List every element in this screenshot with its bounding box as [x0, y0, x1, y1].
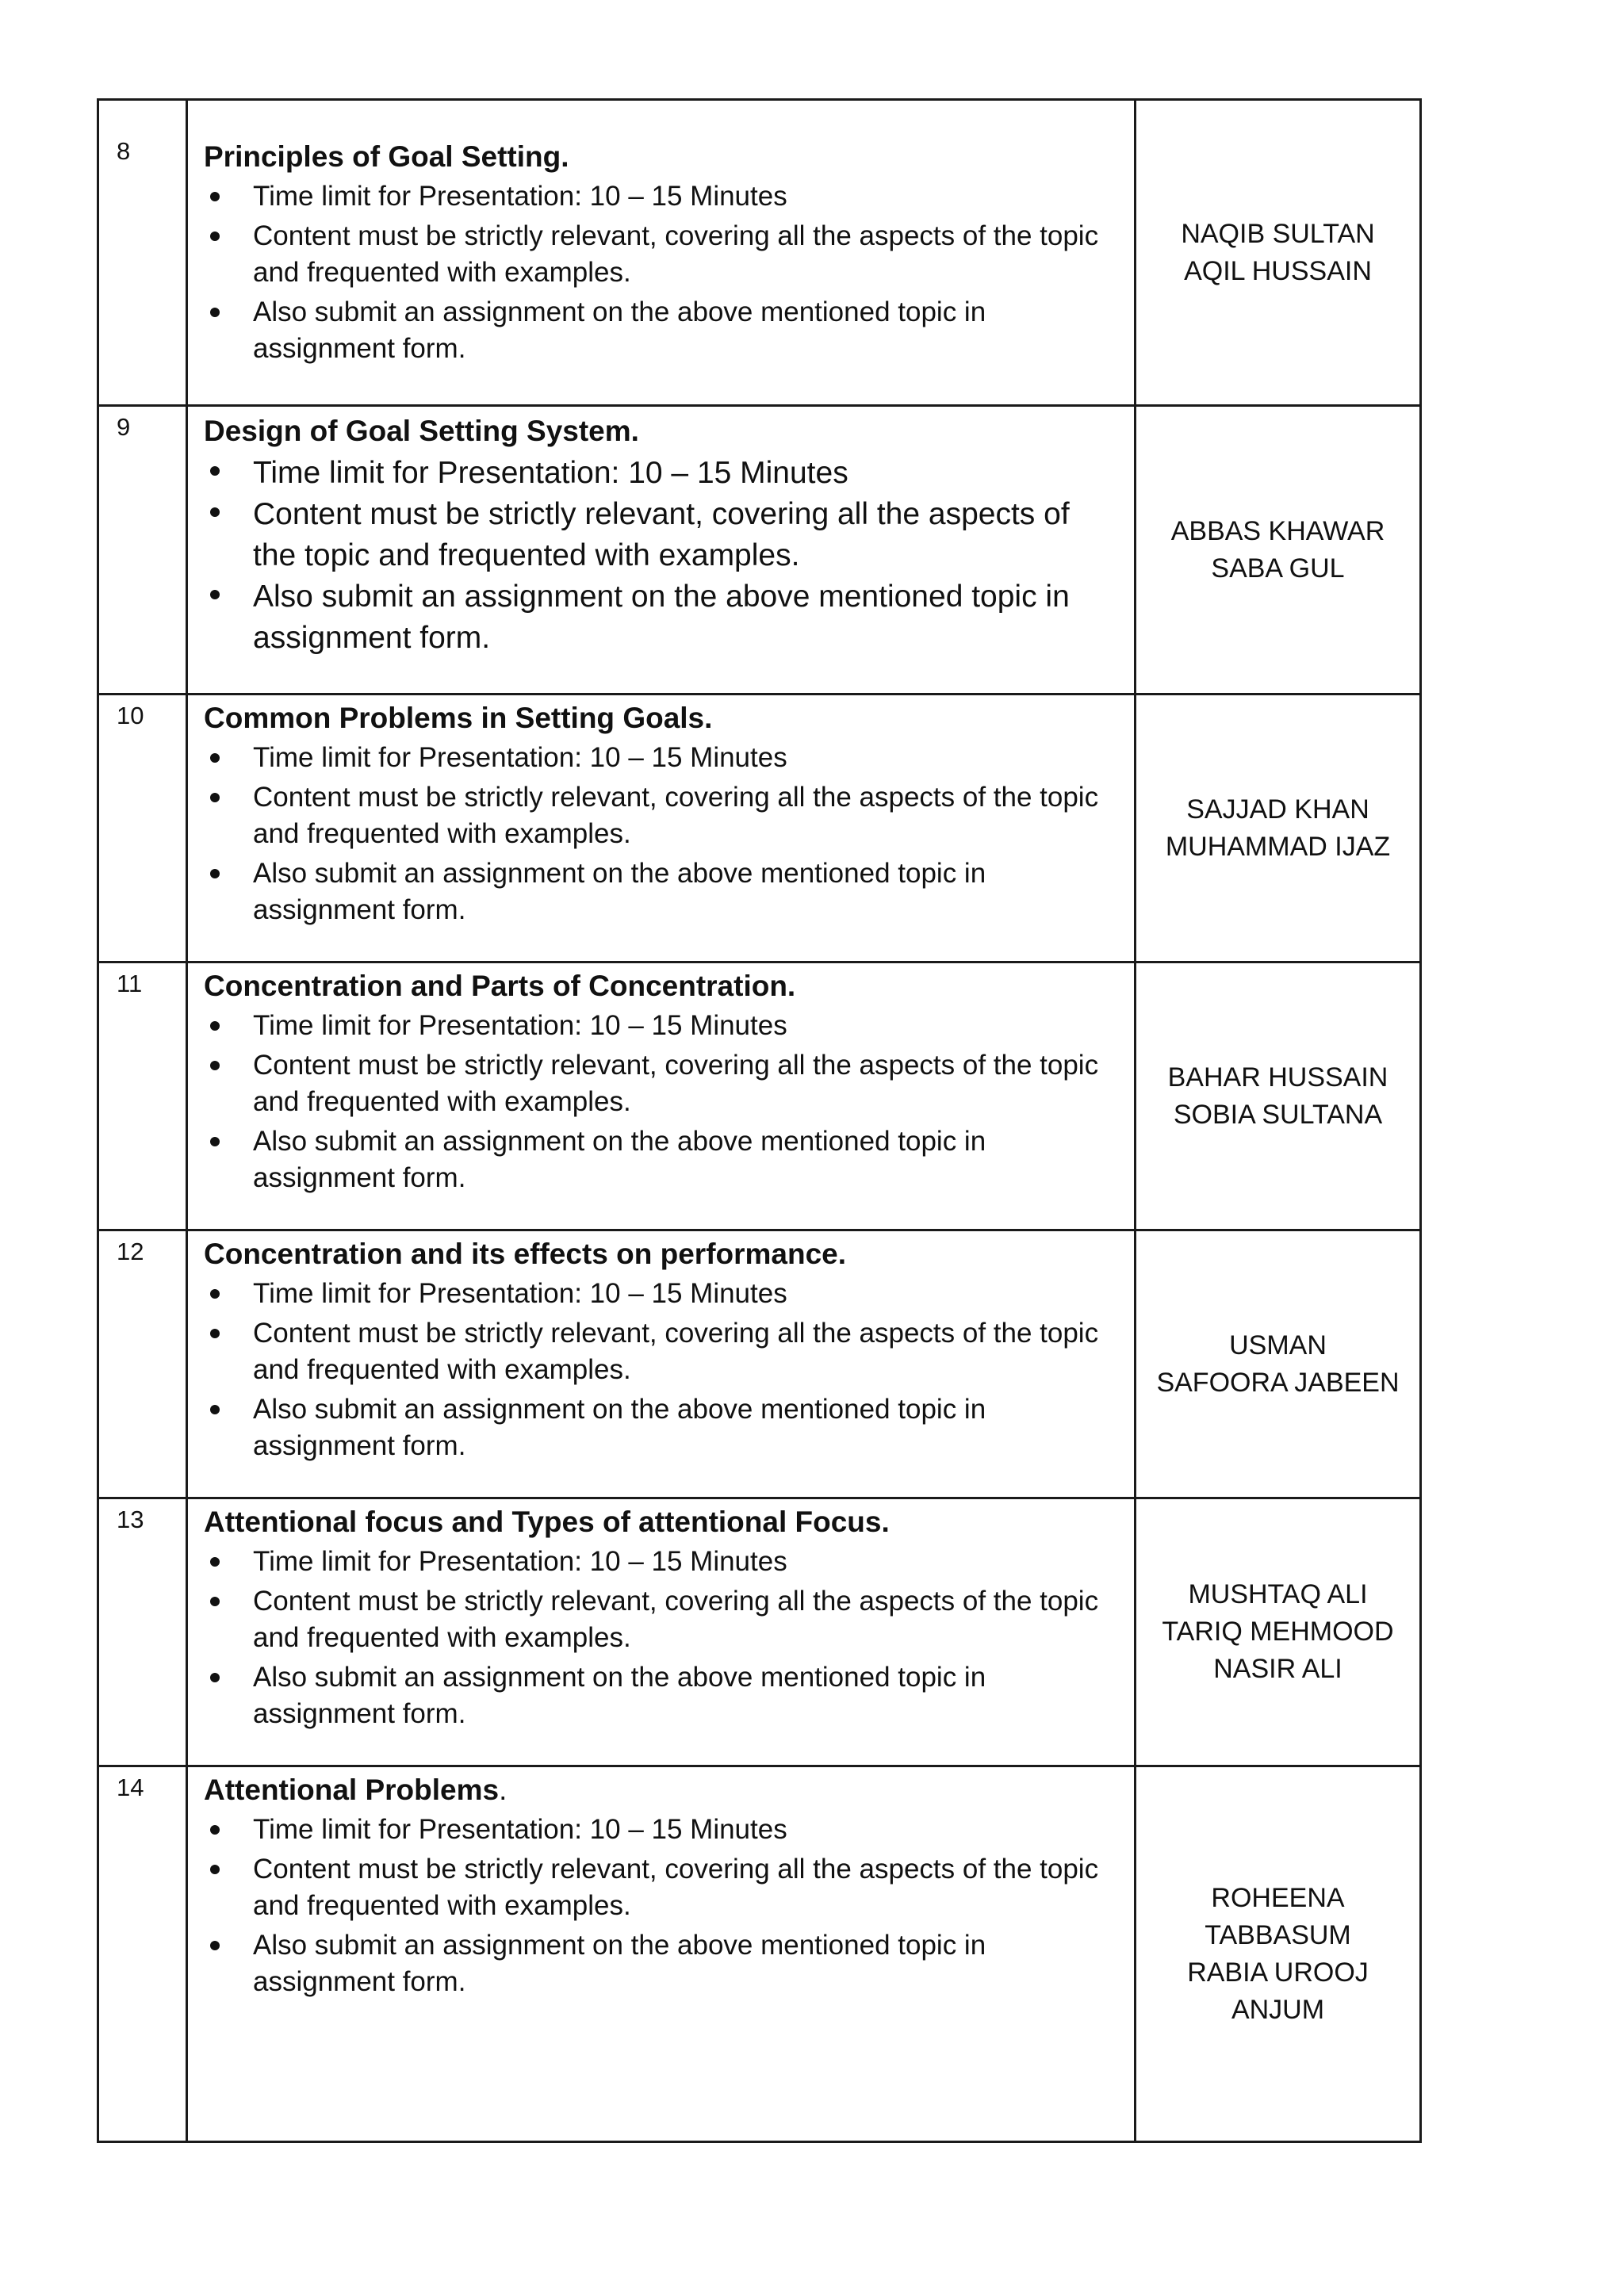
student-name: ABBAS KHAWAR: [1170, 515, 1385, 546]
student-name: NASIR ALI: [1213, 1654, 1342, 1684]
topic-title: [204, 139, 1110, 175]
topic-title: [204, 1772, 1110, 1808]
list-item: Time limit for Presentation: 10 – 15 Minutes: [253, 178, 1110, 215]
row-number: 9: [98, 406, 187, 695]
topic-title: [204, 1504, 1110, 1540]
topic-cell: [187, 695, 1136, 962]
list-item: Time limit for Presentation: 10 – 15 Minutes: [253, 1544, 1110, 1580]
list-item: Content must be strictly relevant, covering all the aspects of the topic and frequented with examples.: [253, 1583, 1110, 1656]
table-row: [98, 1766, 1421, 2142]
student-name: TARIQ MEHMOOD: [1162, 1617, 1394, 1647]
requirements-list: [204, 453, 1110, 659]
student-name: SABA GUL: [1211, 553, 1345, 584]
topic-cell: [187, 962, 1136, 1230]
student-name: AQIL HUSSAIN: [1184, 255, 1372, 286]
topic-title-text: Design of Goal Setting System.: [204, 415, 639, 447]
list-item: Content must be strictly relevant, covering all the aspects of the topic and frequented with examples.: [253, 494, 1110, 576]
topic-title-text: Attentional focus and Types of attentional Focus.: [204, 1506, 890, 1538]
list-item: Also submit an assignment on the above mentioned topic in assignment form.: [253, 1659, 1110, 1732]
student-name: NAQIB SULTAN: [1181, 218, 1375, 249]
assigned-students: [1136, 1766, 1421, 2142]
topic-title-text: Concentration and Parts of Concentration.: [204, 970, 796, 1002]
student-name: TABBASUM: [1205, 1919, 1351, 1950]
assigned-students: [1136, 695, 1421, 962]
requirements-list: [204, 740, 1110, 928]
list-item: Content must be strictly relevant, covering all the aspects of the topic and frequented with examples.: [253, 1047, 1110, 1120]
row-number: 8: [98, 100, 187, 406]
student-name: USMAN: [1229, 1330, 1327, 1360]
requirements-list: [204, 178, 1110, 367]
topic-cell: [187, 100, 1136, 406]
student-name: MUHAMMAD IJAZ: [1165, 831, 1391, 862]
table-row: [98, 100, 1421, 406]
row-number: 14: [98, 1766, 187, 2142]
student-name: SAJJAD KHAN: [1186, 794, 1369, 825]
assigned-students: [1136, 406, 1421, 695]
requirements-list: [204, 1544, 1110, 1732]
requirements-list: [204, 1812, 1110, 2000]
list-item: Content must be strictly relevant, covering all the aspects of the topic and frequented with examples.: [253, 218, 1110, 291]
list-item: Content must be strictly relevant, covering all the aspects of the topic and frequented with examples.: [253, 779, 1110, 852]
row-number: 12: [98, 1230, 187, 1498]
row-number: 13: [98, 1498, 187, 1766]
topic-title-text: Common Problems in Setting Goals.: [204, 702, 713, 734]
assigned-students: [1136, 962, 1421, 1230]
topic-title-text: Concentration and its effects on performance.: [204, 1238, 847, 1270]
list-item: Time limit for Presentation: 10 – 15 Minutes: [253, 1276, 1110, 1312]
presentation-topics-table: [97, 98, 1422, 2143]
requirements-list: [204, 1276, 1110, 1464]
student-name: ANJUM: [1231, 1994, 1325, 2025]
topic-cell: [187, 1230, 1136, 1498]
table-row: [98, 1498, 1421, 1766]
table-row: [98, 1230, 1421, 1498]
topic-cell: [187, 1766, 1136, 2142]
topic-title: [204, 413, 1110, 450]
student-name: ROHEENA: [1211, 1882, 1345, 1913]
topic-cell: [187, 406, 1136, 695]
list-item: Content must be strictly relevant, covering all the aspects of the topic and frequented with examples.: [253, 1315, 1110, 1388]
topic-title-text: Attentional Problems: [204, 1774, 500, 1806]
table-row: [98, 695, 1421, 962]
list-item: Content must be strictly relevant, covering all the aspects of the topic and frequented with examples.: [253, 1851, 1110, 1924]
list-item: Also submit an assignment on the above mentioned topic in assignment form.: [253, 294, 1110, 367]
assigned-students: [1136, 1498, 1421, 1766]
student-name: MUSHTAQ ALI: [1188, 1579, 1368, 1609]
topic-title-text: Principles of Goal Setting.: [204, 140, 569, 173]
topic-title: [204, 700, 1110, 737]
topic-title: [204, 968, 1110, 1004]
topic-cell: [187, 1498, 1136, 1766]
assigned-students: [1136, 100, 1421, 406]
list-item: Also submit an assignment on the above mentioned topic in assignment form.: [253, 1927, 1110, 2000]
topic-title-tail: .: [499, 1774, 508, 1806]
student-name: BAHAR HUSSAIN: [1167, 1062, 1388, 1093]
table-row: [98, 406, 1421, 695]
assigned-students: [1136, 1230, 1421, 1498]
row-number: 11: [98, 962, 187, 1230]
topic-title: [204, 1236, 1110, 1272]
student-name: RABIA UROOJ: [1187, 1957, 1369, 1988]
list-item: Also submit an assignment on the above mentioned topic in assignment form.: [253, 576, 1110, 659]
student-name: SOBIA SULTANA: [1173, 1099, 1383, 1130]
row-number: 10: [98, 695, 187, 962]
table-row: [98, 962, 1421, 1230]
student-name: SAFOORA JABEEN: [1156, 1367, 1400, 1398]
list-item: Time limit for Presentation: 10 – 15 Minutes: [253, 453, 1110, 494]
requirements-list: [204, 1008, 1110, 1196]
list-item: Time limit for Presentation: 10 – 15 Minutes: [253, 740, 1110, 776]
list-item: Also submit an assignment on the above mentioned topic in assignment form.: [253, 1123, 1110, 1196]
list-item: Also submit an assignment on the above mentioned topic in assignment form.: [253, 855, 1110, 928]
list-item: Time limit for Presentation: 10 – 15 Minutes: [253, 1812, 1110, 1848]
list-item: Also submit an assignment on the above mentioned topic in assignment form.: [253, 1391, 1110, 1464]
list-item: Time limit for Presentation: 10 – 15 Minutes: [253, 1008, 1110, 1044]
